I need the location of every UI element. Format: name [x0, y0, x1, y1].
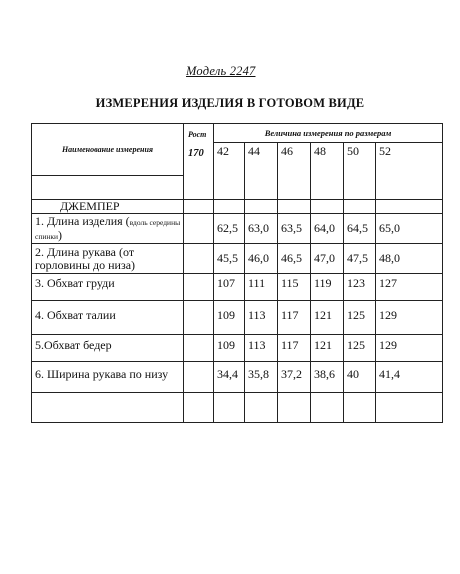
empty-cell	[311, 200, 344, 214]
row-name: 6. Ширина рукава по низу	[32, 362, 184, 393]
empty-cell	[184, 301, 214, 335]
value-cell: 107	[214, 274, 245, 301]
value-cell: 35,8	[245, 362, 278, 393]
empty-cell	[184, 214, 214, 244]
value-cell: 113	[245, 335, 278, 362]
value-cell: 119	[311, 274, 344, 301]
value-cell: 113	[245, 301, 278, 335]
document-title: ИЗМЕРЕНИЯ ИЗДЕЛИЯ В ГОТОВОМ ВИДЕ	[95, 96, 365, 110]
measurements-table	[31, 123, 443, 423]
value-cell: 34,4	[214, 362, 245, 393]
rost-value: 170	[188, 148, 204, 159]
size-header: 50	[344, 143, 376, 200]
value-cell: 38,6	[311, 362, 344, 393]
empty-cell	[214, 200, 245, 214]
value-cell: 63,0	[245, 214, 278, 244]
empty-cell	[376, 393, 443, 423]
value-cell: 64,5	[344, 214, 376, 244]
section-jumper: ДЖЕМПЕР	[32, 200, 184, 214]
empty-cell	[32, 176, 184, 200]
empty-cell	[184, 244, 214, 274]
empty-cell	[184, 362, 214, 393]
rost-label: Рост	[188, 130, 207, 139]
row-name: 5.Обхват бедер	[32, 335, 184, 362]
value-cell: 47,5	[344, 244, 376, 274]
empty-cell	[376, 200, 443, 214]
value-cell: 121	[311, 335, 344, 362]
value-cell: 65,0	[376, 214, 443, 244]
empty-cell	[245, 393, 278, 423]
value-cell: 63,5	[278, 214, 311, 244]
value-cell: 129	[376, 335, 443, 362]
value-cell: 125	[344, 335, 376, 362]
row-name-small: вдоль середины спинки	[35, 217, 181, 241]
empty-cell	[311, 393, 344, 423]
empty-cell	[344, 200, 376, 214]
value-cell: 64,0	[311, 214, 344, 244]
empty-cell	[278, 200, 311, 214]
empty-cell	[184, 335, 214, 362]
size-header: 48	[311, 143, 344, 200]
row-name: 2. Длина рукава (от горловины до низа)	[32, 244, 184, 274]
value-cell: 48,0	[376, 244, 443, 274]
value-cell: 109	[214, 301, 245, 335]
value-cell: 115	[278, 274, 311, 301]
value-cell: 37,2	[278, 362, 311, 393]
value-cell: 117	[278, 301, 311, 335]
empty-cell	[32, 393, 184, 423]
value-cell: 127	[376, 274, 443, 301]
value-cell: 121	[311, 301, 344, 335]
value-cell: 46,0	[245, 244, 278, 274]
size-header: 42	[214, 143, 245, 200]
row-name-tail: )	[58, 227, 63, 242]
value-cell: 46,5	[278, 244, 311, 274]
value-cell: 111	[245, 274, 278, 301]
header-rost	[184, 124, 214, 200]
empty-cell	[184, 274, 214, 301]
empty-cell	[245, 200, 278, 214]
value-cell: 40	[344, 362, 376, 393]
value-cell: 47,0	[311, 244, 344, 274]
value-cell: 41,4	[376, 362, 443, 393]
value-cell: 117	[278, 335, 311, 362]
size-header: 52	[376, 143, 443, 200]
value-cell: 45,5	[214, 244, 245, 274]
value-cell: 129	[376, 301, 443, 335]
header-name: Наименование измерения	[32, 124, 184, 176]
value-cell: 109	[214, 335, 245, 362]
value-cell: 125	[344, 301, 376, 335]
model-number: Модель 2247	[186, 64, 256, 78]
row-name-main: 1. Длина изделия (	[35, 213, 130, 228]
header-sizes: Величина измерения по размерам	[214, 124, 443, 143]
size-header: 44	[245, 143, 278, 200]
value-cell: 123	[344, 274, 376, 301]
row-name	[32, 214, 184, 244]
empty-cell	[184, 200, 214, 214]
size-header: 46	[278, 143, 311, 200]
empty-cell	[184, 393, 214, 423]
empty-cell	[214, 393, 245, 423]
row-name: 4. Обхват талии	[32, 301, 184, 335]
empty-cell	[344, 393, 376, 423]
row-name: 3. Обхват груди	[32, 274, 184, 301]
value-cell: 62,5	[214, 214, 245, 244]
empty-cell	[278, 393, 311, 423]
